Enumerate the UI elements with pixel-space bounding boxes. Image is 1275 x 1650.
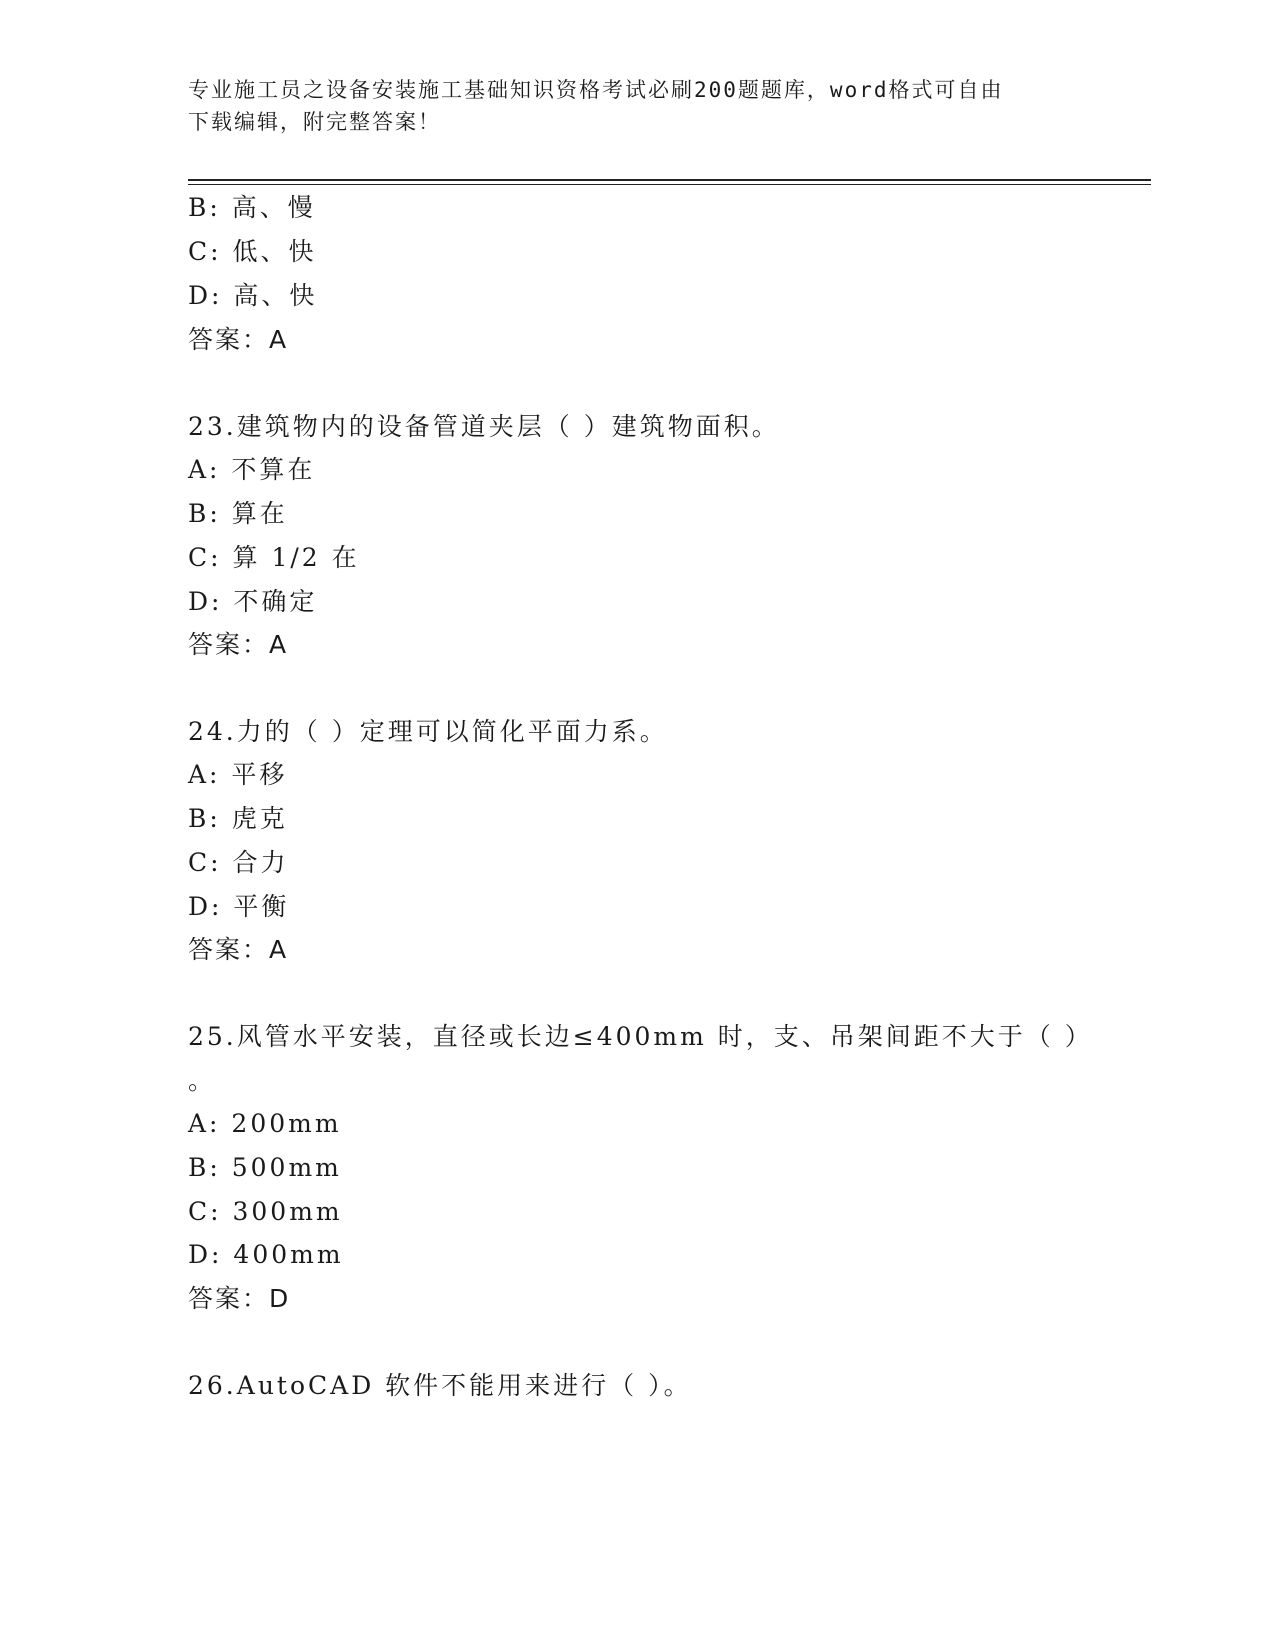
question-26-stem: 26.AutoCAD 软件不能用来进行（ ）。 — [188, 1371, 692, 1400]
question-24-answer: 答案：A — [188, 935, 289, 964]
question-24-option-d: D: 平衡 — [188, 892, 290, 921]
question-25-stem-continuation: 。 — [188, 1066, 217, 1095]
header-line-1: 专业施工员之设备安装施工基础知识资格考试必刷200题题库，word格式可自由 — [188, 78, 1004, 102]
question-24-option-a: A: 平移 — [188, 760, 288, 789]
option-b: B: 高、慢 — [188, 193, 316, 222]
question-25-option-d: D: 400mm — [188, 1240, 344, 1269]
question-23-option-d: D: 不确定 — [188, 587, 318, 616]
option-d: D: 高、快 — [188, 281, 318, 310]
header-line-2: 下载编辑，附完整答案！ — [188, 110, 441, 134]
question-25-answer: 答案：D — [188, 1284, 291, 1313]
header-rule-thick — [188, 179, 1151, 181]
option-c: C: 低、快 — [188, 237, 317, 266]
answer: 答案：A — [188, 325, 289, 354]
question-25-stem: 25.风管水平安装，直径或长边≤400mm 时，支、吊架间距不大于（ ） — [188, 1022, 1093, 1051]
question-25-option-a: A: 200mm — [188, 1109, 342, 1138]
question-24-option-b: B: 虎克 — [188, 804, 288, 833]
header-rule-thin — [188, 184, 1151, 185]
question-24-stem: 24.力的（ ）定理可以简化平面力系。 — [188, 717, 668, 746]
question-23-answer: 答案：A — [188, 630, 289, 659]
question-23-option-c: C: 算 1/2 在 — [188, 543, 360, 572]
document-header — [188, 74, 1088, 138]
question-23-option-b: B: 算在 — [188, 499, 288, 528]
question-23-option-a: A: 不算在 — [188, 455, 316, 484]
question-24-option-c: C: 合力 — [188, 848, 289, 877]
question-25-option-c: C: 300mm — [188, 1197, 343, 1226]
question-25-option-b: B: 500mm — [188, 1153, 342, 1182]
question-23-stem: 23.建筑物内的设备管道夹层（ ）建筑物面积。 — [188, 412, 780, 441]
